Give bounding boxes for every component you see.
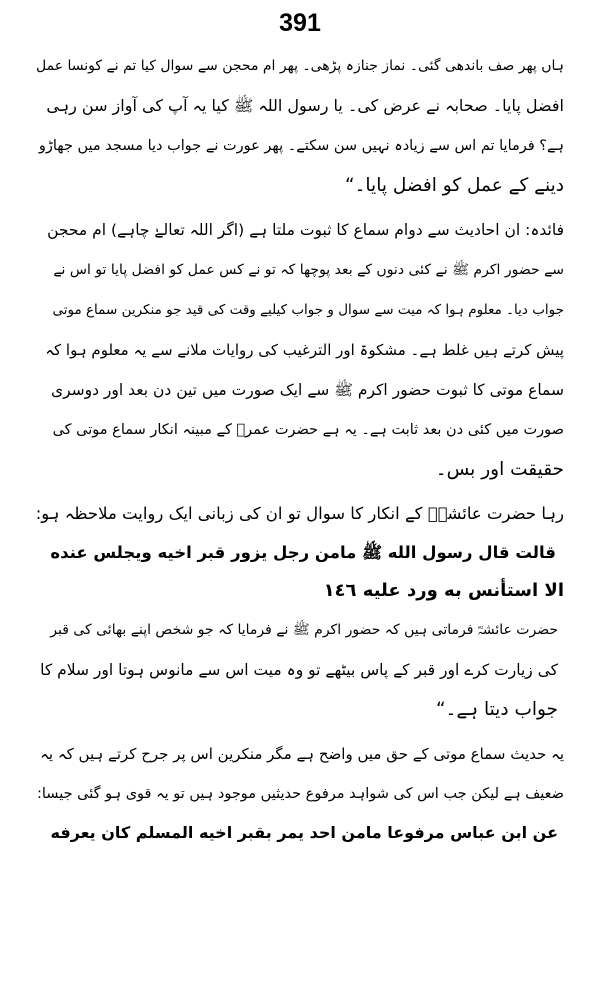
text-line: فائدہ: ان احادیث سے دوام سماع کا ثبوت ملتا ہے (اگر اللہ تعالےٰ چاہے) ام محجن (47, 221, 564, 239)
narration-continued (36, 46, 564, 206)
text-line: افضل پایا۔ صحابہ نے عرض کی۔ یا رسول اللہ ﷺ کیا یہ آپ کی آواز سن رہی (46, 96, 564, 115)
arabic-line: قالت قال رسول الله ﷺ مامن رجل يزور قبر اخيه ويجلس عنده (50, 543, 556, 562)
text-line: کی زیارت کرے اور قبر کے پاس بیٹھے تو وہ میت اس سے مانوس ہوتا اور سلام کا (40, 661, 558, 679)
arabic-line: عن ابن عباس مرفوعا مامن احد يمر بقبر اخيه المسلم كان يعرفه (50, 823, 558, 842)
arabic-hadith-2 (36, 814, 564, 852)
text-line: ہے؟ فرمایا تم اس سے زیادہ نہیں سن سکتے۔ پھر عورت نے جواب دیا مسجد میں جھاڑو (38, 138, 564, 154)
text-line: حقیقت اور بس۔ (435, 459, 564, 480)
hadith-evidence (36, 734, 564, 814)
aisha-translation (36, 610, 564, 730)
aisha-intro (36, 494, 564, 534)
text-line: صورت میں کئی دن بعد ثابت ہے۔ یہ ہے حضرت عمرؓ کے مبینہ انکار سماع موتی کی (52, 422, 564, 438)
text-line: سماع موتی کا ثبوت حضور اکرم ﷺ سے ایک صورت میں تین دن بعد اور دوسری (50, 381, 564, 399)
text-line: پیش کرتے ہیں غلط ہے۔ مشکوۃ اور الترغیب کی روایات ملانے سے یہ معلوم ہوا کہ (45, 341, 564, 359)
text-line: یہ حدیث سماع موتی کے حق میں واضح ہے مگر منکرین اس پر جرح کرتے ہیں کہ یہ (40, 745, 564, 763)
text-line: حضرت عائشہؓ فرماتی ہیں کہ حضور اکرم ﷺ نے فرمایا کہ جو شخص اپنے بھائی کی قبر (50, 622, 558, 638)
page-number: 391 (279, 9, 321, 37)
text-line: سے حضور اکرم ﷺ نے کئی دنوں کے بعد پوچھا کہ تو نے کس عمل کو افضل پایا تو اس نے (53, 262, 564, 278)
text-line: دینے کے عمل کو افضل پایا۔“ (344, 175, 564, 196)
arabic-hadith-1 (36, 534, 564, 610)
text-line: رہا حضرت عائشہؓ کے انکار کا سوال تو ان کی زبانی ایک روایت ملاحظہ ہو: (35, 504, 564, 523)
arabic-line: الا استأنس به ورد عليه ١٤٦ (323, 580, 564, 601)
text-line: جواب دیتا ہے۔“ (435, 699, 558, 720)
text-line: ہاں پھر صف باندھی گئی۔ نماز جنازہ پڑھی۔ پھر ام محجن سے سوال کیا تم نے کونسا عمل (36, 58, 564, 74)
text-line: ضعیف ہے لیکن جب اس کی شواہد مرفوع حدیثیں موجود ہیں تو یہ قوی ہو گئی جیسا: (36, 786, 564, 802)
faida-paragraph (36, 210, 564, 490)
text-line: جواب دیا۔ معلوم ہوا کہ میت سے سوال و جواب کیلیے وقت کی قید جو منکرین سماع موتی (52, 302, 564, 318)
